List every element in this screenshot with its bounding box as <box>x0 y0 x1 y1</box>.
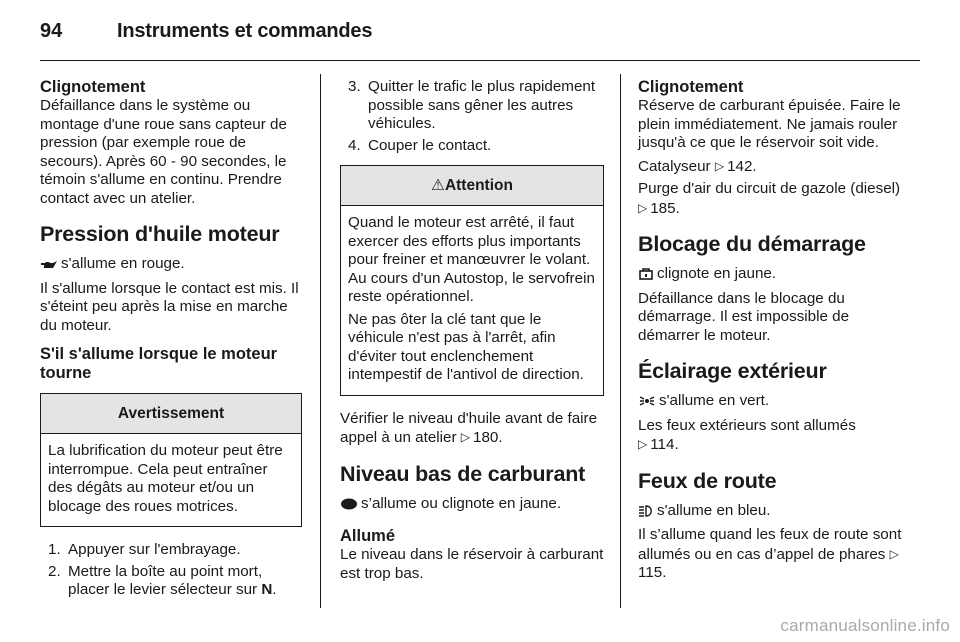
attention-text: Ne pas ôter la clé tant que le véhicule n'est pas à l'arrêt, afin d'éviter tout enclenchement intempestif de l'antivol de direction. <box>348 310 584 383</box>
list-item: 3. Quitter le trafic le plus rapidement possible sans gêner les autres véhicules. <box>348 78 596 132</box>
page-ref-icon: ▷ <box>889 546 899 561</box>
column-1 <box>40 78 302 603</box>
body-text: s'allume en vert. <box>638 392 902 413</box>
fuel-indicator-icon <box>340 497 358 516</box>
list-item: 1. Appuyer sur l'embrayage. <box>48 541 241 558</box>
exterior-light-icon <box>638 394 656 413</box>
attention-text: Quand le moteur est arrêté, il faut exercer des efforts plus importants pour freiner et manœuvrer le volant. Au cours d'un Autostop, le servofrein reste opérationnel. <box>348 214 595 305</box>
body-text: Le niveau dans le réservoir à carburant est trop bas. <box>340 546 604 582</box>
body-text: s’allume ou clignote en jaune. <box>340 495 604 516</box>
warning-box <box>40 393 302 527</box>
section-heading: Niveau bas de carburant <box>340 461 586 486</box>
body-text: Vérifier le niveau d'huile avant de faire appel à un atelier ▷ 180. <box>340 409 598 446</box>
section-heading: Feux de route <box>638 468 777 493</box>
body-text: Purge d'air du circuit de gazole (diesel) ▷ 185. <box>638 180 901 217</box>
oil-can-icon <box>40 257 58 276</box>
section-subtitle: Clignotement <box>40 78 146 96</box>
column-divider <box>320 74 321 608</box>
body-text: Défaillance dans le système ou montage d'une roue sans capteur de pression (par exemple roue de secours). Après 60 - 90 secondes, le témoin s'allume en continu. Prendre contact avec un atelier. <box>40 97 287 207</box>
warning-text: La lubrification du moteur peut être interrompue. Cela peut entraîner des dégâts au moteur et/ou un blocage des roues motrices. <box>48 442 283 515</box>
attention-box <box>340 165 604 396</box>
body-text: Les feux extérieurs sont allumés ▷ 114. <box>638 416 856 453</box>
section-subtitle: Allumé <box>340 527 396 545</box>
page-ref-icon: ▷ <box>638 200 648 215</box>
body-text: Il s’allume quand les feux de route sont allumés ou en cas d’appel de phares ▷115. <box>638 526 902 581</box>
high-beam-icon <box>638 504 654 523</box>
section-heading: Pression d'huile moteur <box>40 222 280 246</box>
page-number: 94 <box>40 20 63 42</box>
list-item: 4. Couper le contact. <box>348 136 492 154</box>
body-text: Défaillance dans le blocage du démarrage. Il est impossible de démarrer le moteur. <box>638 289 850 344</box>
warning-title: Avertissement <box>41 394 301 434</box>
subsection-heading: S'il s'allume lorsque le moteur tourne <box>40 345 278 382</box>
page-ref-icon: ▷ <box>638 437 648 451</box>
section-heading: Éclairage extérieur <box>638 359 827 383</box>
body-text: s'allume en rouge. <box>40 255 302 276</box>
attention-header: ⚠Attention <box>341 166 603 206</box>
list-item: 2. Mettre la boîte au point mort, placer le levier sélecteur sur N. <box>48 562 277 598</box>
page-ref-icon: ▷ <box>714 158 725 173</box>
column-2 <box>340 78 604 587</box>
body-text: Catalyseur ▷ 142. <box>638 157 757 175</box>
body-text: clignote en jaune. <box>638 265 902 286</box>
warning-triangle-icon: ⚠ <box>431 177 445 194</box>
steps-list <box>340 78 604 155</box>
column-3 <box>638 78 902 587</box>
immobilizer-key-icon <box>638 267 654 286</box>
section-heading: Blocage du démarrage <box>638 232 866 256</box>
body-text: Réserve de carburant épuisée. Faire le plein immédiatement. Ne jamais rouler jusqu'à ce que le réservoir soit vide. <box>638 97 901 151</box>
page-title: Instruments et commandes <box>117 20 373 42</box>
body-text: Il s'allume lorsque le contact est mis. Il s'éteint peu après la mise en marche du moteur. <box>40 279 299 334</box>
column-divider <box>620 74 621 608</box>
body-text: s'allume en bleu. <box>638 502 902 523</box>
section-subtitle: Clignotement <box>638 78 744 96</box>
page-header <box>40 14 920 54</box>
header-rule <box>40 60 920 61</box>
watermark: carmanualsonline.info <box>780 616 950 635</box>
steps-list <box>40 541 302 600</box>
page-ref-icon: ▷ <box>460 430 470 444</box>
